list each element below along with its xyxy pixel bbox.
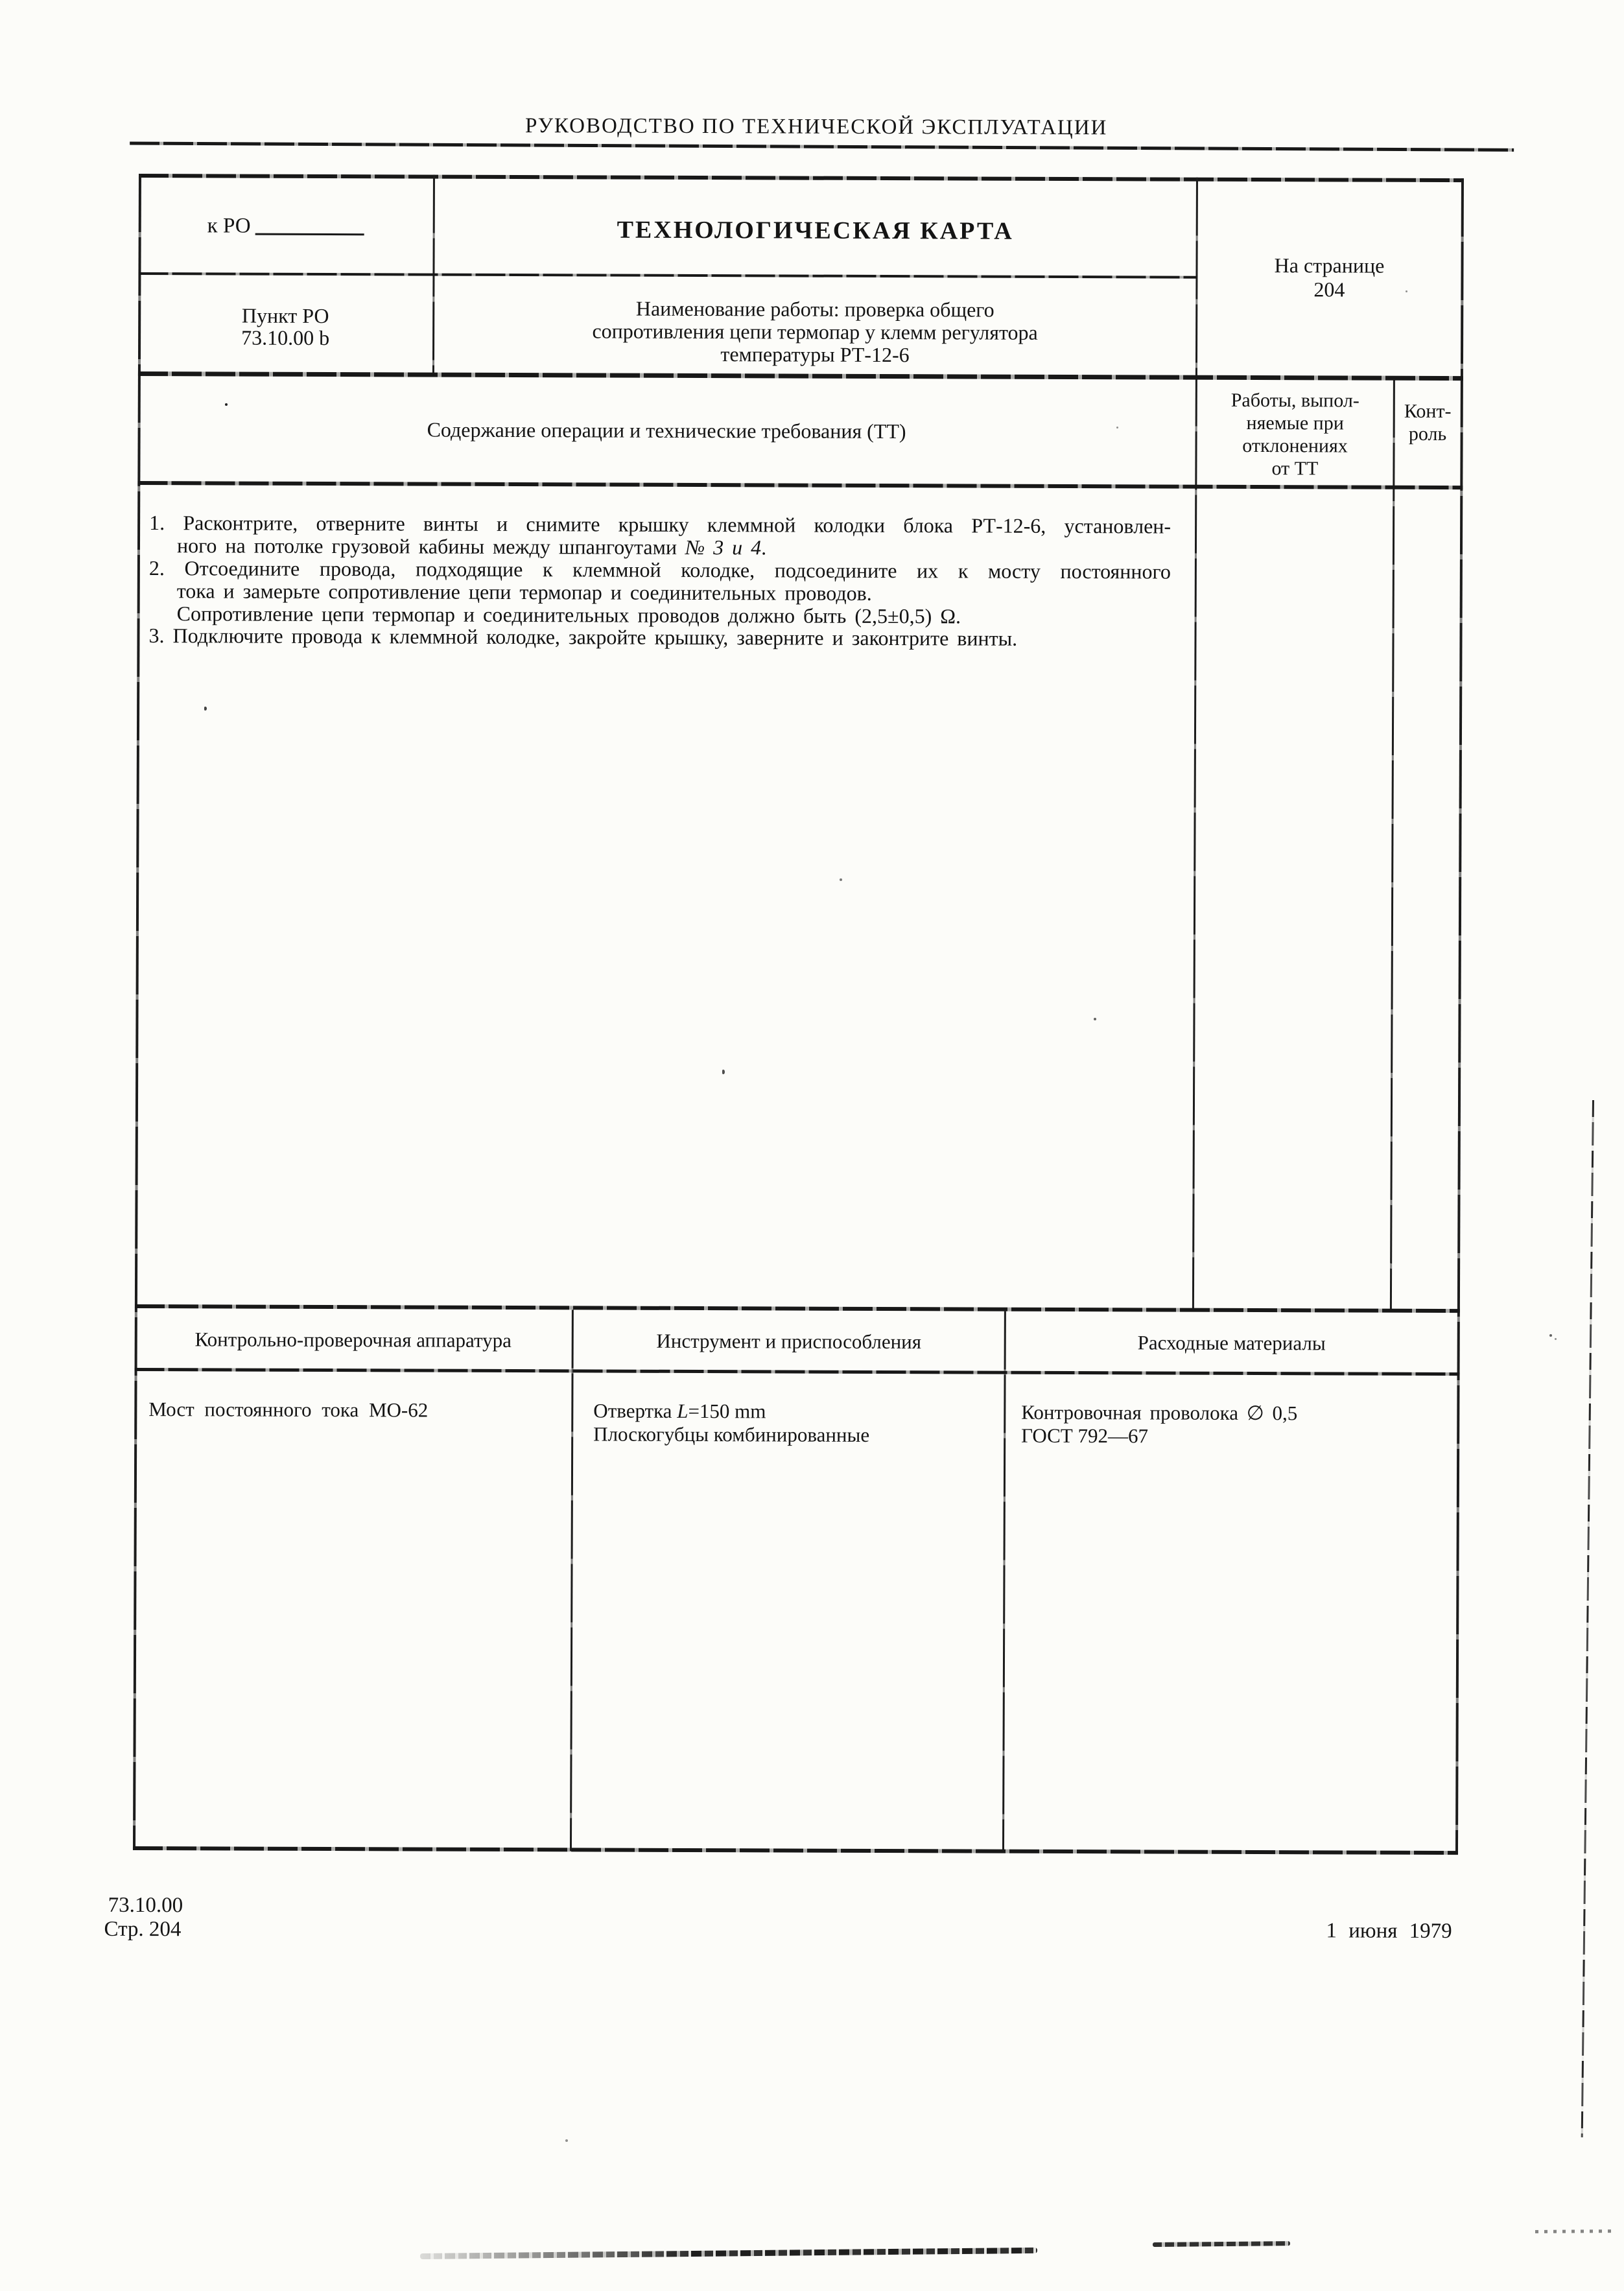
- material-line: ГОСТ 792—67: [1021, 1424, 1149, 1448]
- operation-line-2-frames: № 3 и 4: [685, 535, 762, 559]
- to-ro-blank-line: [255, 233, 364, 236]
- operations-deviation-header: няемые при: [1246, 412, 1344, 434]
- on-page-label: На странице: [1274, 253, 1385, 277]
- running-head-rule: [130, 141, 1514, 151]
- operations-header-bottom: [137, 481, 1463, 489]
- operations-deviation-header: Работы, выпол-: [1230, 389, 1359, 412]
- operations-deviation-header: отклонениях: [1242, 434, 1348, 457]
- running-head: РУКОВОДСТВО ПО ТЕХНИЧЕСКОЙ ЭКСПЛУАТАЦИИ: [525, 114, 1108, 140]
- ink-speck: [1555, 1338, 1557, 1340]
- ink-speck: [1116, 427, 1118, 429]
- operations-control-header: Конт-: [1404, 400, 1452, 423]
- ink-speck: [840, 878, 842, 881]
- resources-materials-header: Расходные материалы: [1137, 1331, 1326, 1355]
- work-name-line: температуры РТ-12-6: [720, 342, 910, 367]
- operation-line-2-text: ного на потолке грузовой кабины между шпангоутами: [176, 534, 686, 559]
- resources-tools-header: Инструмент и приспособления: [656, 1329, 922, 1354]
- ink-speck: [1549, 1334, 1552, 1337]
- operation-line-5: Сопротивление цепи термопар и соединительных проводов должно быть (2,5±0,5) Ω.: [176, 602, 961, 628]
- card-title: ТЕХНОЛОГИЧЕСКАЯ КАРТА: [617, 216, 1014, 245]
- operations-content-header: Содержание операции и технические требования (ТТ): [427, 417, 906, 443]
- ink-speck: [1406, 290, 1407, 292]
- resources-col1-divider: [570, 1310, 574, 1851]
- operations-table-bottom: [135, 1304, 1460, 1313]
- tool-length-symbol: L: [677, 1399, 688, 1422]
- operation-line-3: 2. Отсоедините провода, подходящие к клеммной колодке, подсоедините их к мосту постоянного: [148, 556, 1171, 583]
- to-ro-label: к РО: [207, 214, 251, 238]
- operations-control-header: роль: [1408, 423, 1447, 445]
- work-name-line: сопротивления цепи термопар у клемм регулятора: [592, 319, 1038, 344]
- tool-length-value: =150 mm: [688, 1399, 766, 1423]
- equipment-line: Мост постоянного тока МО-62: [148, 1398, 429, 1422]
- operations-control-divider: [1390, 379, 1395, 1311]
- table-border-top: [139, 174, 1464, 182]
- ink-speck: [204, 707, 207, 711]
- resources-col2-divider: [1002, 1311, 1006, 1853]
- operation-line-6: 3. Подключите провода к клеммной колодке, закройте крышку, заверните и законтрите винты.: [148, 624, 1018, 650]
- ink-speck: [722, 1070, 725, 1074]
- ink-speck: [225, 403, 228, 406]
- scan-artifact-bottom-smear: [1535, 2229, 1612, 2233]
- tool-name: Отвертка: [593, 1399, 677, 1422]
- on-page-number: 204: [1313, 277, 1345, 301]
- ink-speck: [565, 2139, 568, 2142]
- tool-line: [593, 1399, 766, 1423]
- resources-equipment-header: Контрольно-проверочная аппаратура: [194, 1328, 512, 1352]
- footer-doc-number: 73.10.00: [108, 1893, 183, 1918]
- work-name-line: Наименование работы: проверка общего: [635, 296, 994, 322]
- footer-page-label: Стр. 204: [104, 1917, 182, 1942]
- ink-speck: [1094, 1018, 1096, 1020]
- footer-date: 1 июня 1979: [1326, 1919, 1452, 1944]
- resources-table-bottom: [133, 1846, 1458, 1855]
- material-line: Контровочная проволока ∅ 0,5: [1021, 1400, 1298, 1425]
- item-label: Пункт РО: [241, 303, 329, 328]
- item-code: 73.10.00 b: [241, 325, 330, 350]
- operation-line-2-period: .: [761, 535, 767, 559]
- header-table-row-divider: [138, 272, 1197, 279]
- operation-line-1: 1. Расконтрите, отверните винты и снимите крышку клеммной колодки блока РТ-12-6, установлен-: [149, 511, 1171, 538]
- tool-line: Плоскогубцы комбинированные: [593, 1422, 870, 1446]
- resources-header-bottom: [135, 1368, 1460, 1376]
- header-table-border-bottom: [138, 371, 1463, 381]
- operation-line-4: тока и замерьте сопротивление цепи термопар и соединительных проводов.: [176, 579, 872, 605]
- operations-deviation-header: от ТТ: [1271, 458, 1319, 480]
